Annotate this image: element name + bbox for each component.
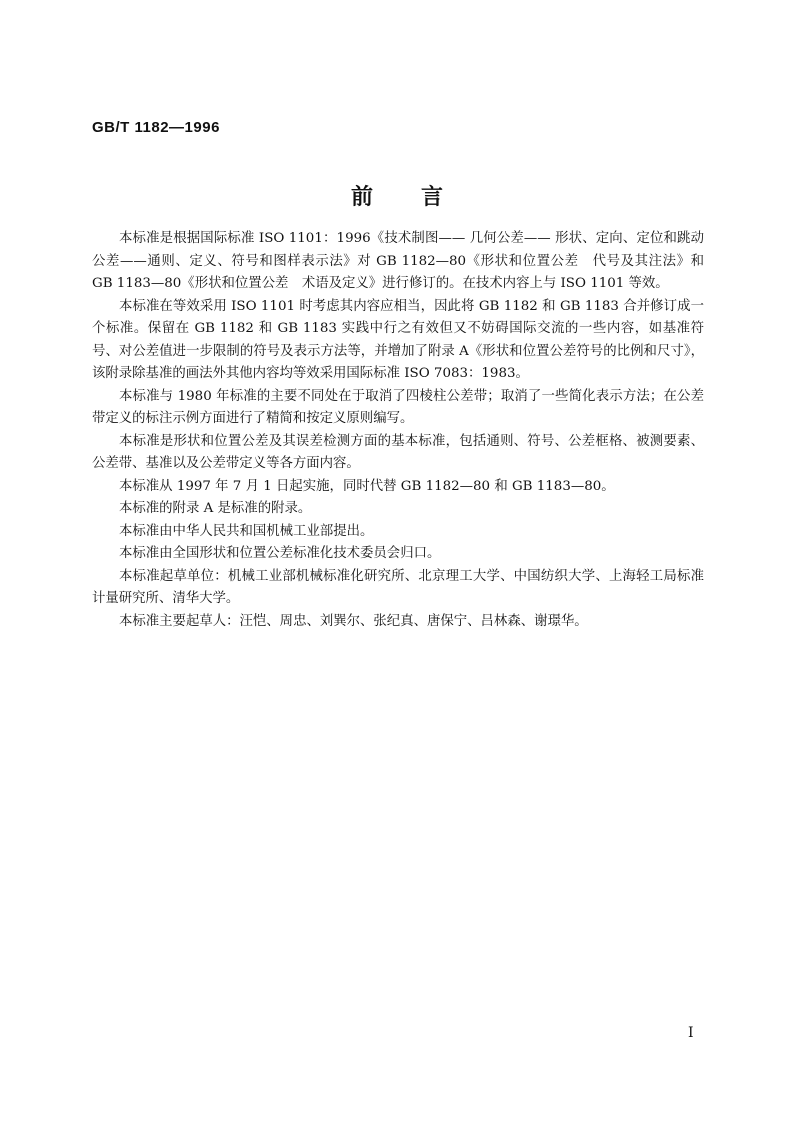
paragraph-1: 本标准是根据国际标准 ISO 1101：1996《技术制图—— 几何公差—— 形状、定向、定位和跳动公差——通则、定义、符号和图样表示法》对 GB 1182—80《形状和位置公差 代号及其注法》和 GB 1183—80《形状和位置公差 术语及定义》进行修订的。在技术内容上与 ISO 1101 等效。	[92, 231, 704, 291]
standard-code: GB/T 1182—1996	[92, 119, 220, 136]
foreword-body	[92, 228, 704, 633]
paragraph-9: 本标准起草单位：机械工业部机械标准化研究所、北京理工大学、中国纺织大学、上海轻工局标准计量研究所、清华大学。	[92, 568, 704, 606]
paragraph-4: 本标准是形状和位置公差及其误差检测方面的基本标准，包括通则、符号、公差框格、被测要素、公差带、基准以及公差带定义等各方面内容。	[92, 433, 704, 471]
paragraph-7: 本标准由中华人民共和国机械工业部提出。	[119, 523, 374, 539]
title-char-1: 前	[350, 185, 373, 210]
paragraph-8: 本标准由全国形状和位置公差标准化技术委员会归口。	[119, 546, 441, 561]
title-char-2: 言	[421, 185, 444, 210]
paragraph-3: 本标准与 1980 年标准的主要不同处在于取消了四棱柱公差带；取消了一些简化表示方法；在公差带定义的标注示例方面进行了精简和按定义原则编写。	[92, 388, 704, 426]
paragraph-2: 本标准在等效采用 ISO 1101 时考虑其内容应相当，因此将 GB 1182 和 GB 1183 合并修订成一个标准。保留在 GB 1182 和 GB 1183 实践中行之有效但又不妨碍国际交流的一些内容，如基准符号、对公差值进一步限制的符号及表示方法等，并增加了附录 A《形状和位置公差符号的比例和尺寸》，该附录除基准的画法外其他内容均等效采用国际标准 ISO 7083：1983。	[92, 298, 704, 381]
paragraph-5: 本标准从 1997 年 7 月 1 日起实施，同时代替 GB 1182—80 和 GB 1183—80。	[119, 478, 615, 494]
paragraph-6: 本标准的附录 A 是标准的附录。	[119, 501, 312, 516]
paragraph-10: 本标准主要起草人：汪恺、周忠、刘巽尔、张纪真、唐保宁、吕林森、谢璟华。	[119, 613, 588, 629]
page-title	[0, 180, 794, 211]
page-number: I	[688, 1025, 694, 1041]
